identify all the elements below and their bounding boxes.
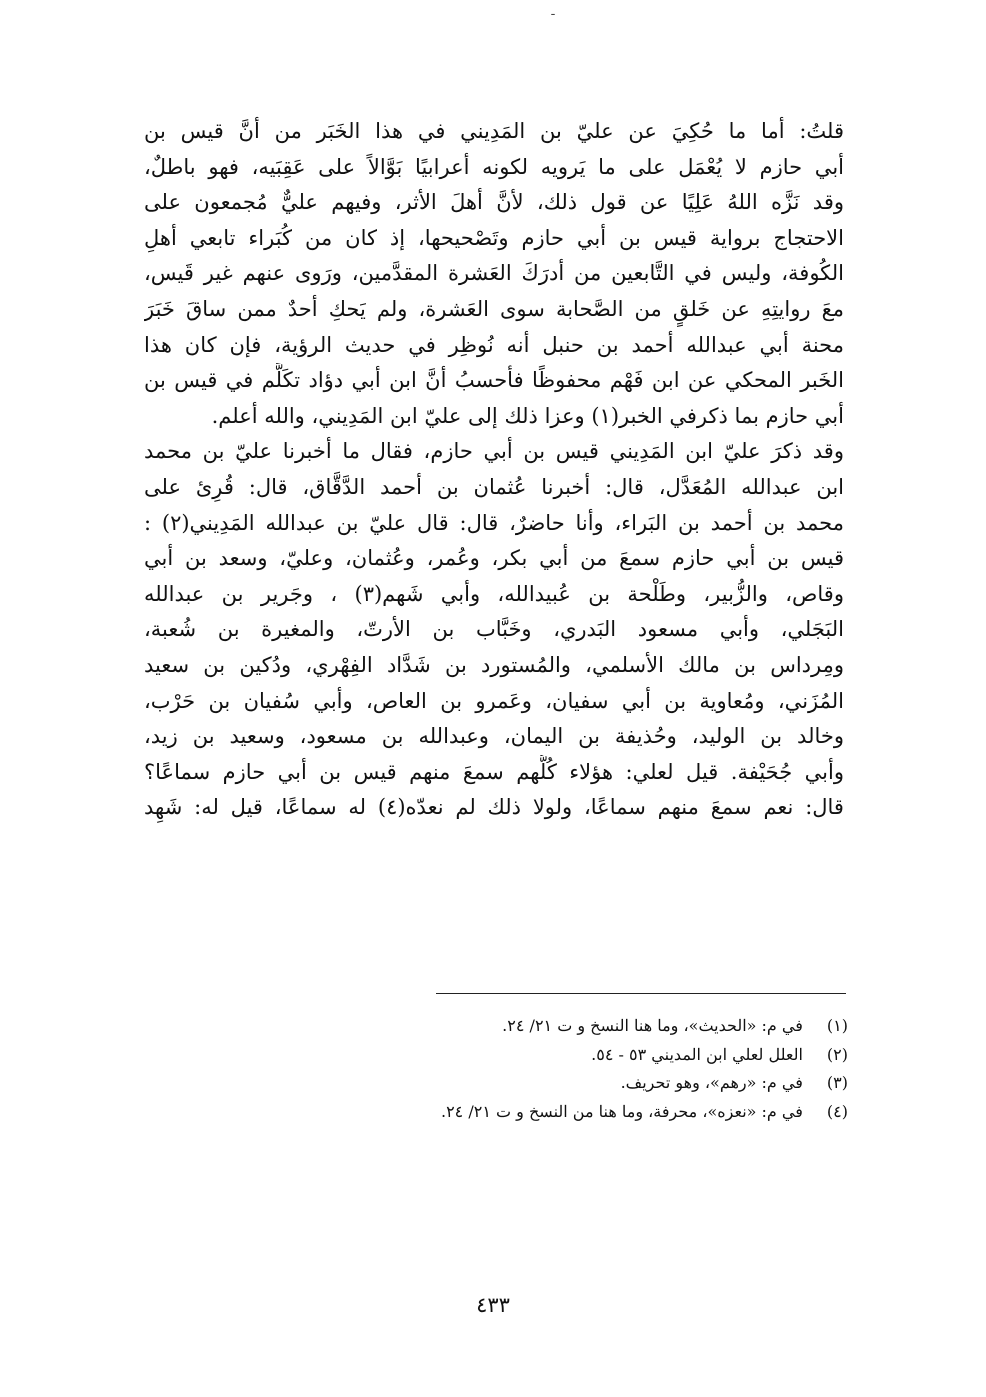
text-line: البَجَلي، وأبي مسعود البَدري، وخَبَّاب بن الأرتّ، والمغيرة بن شُعبة، <box>144 617 844 642</box>
text-line: أبي حازم لا يُعْمَل على ما يَرويه لكونه أعرابيًا بَوَّالاً على عَقِبَيه، فهو باطلٌ، <box>144 154 844 179</box>
footnote-text: في م: «نعزه»، محرفة، وما هنا من النسخ و ت ٢١/ ٢٤. <box>440 1101 803 1121</box>
footnote-number: (٣) <box>826 1073 848 1092</box>
text-line: ابن عبدالله المُعَدَّل، قال: أخبرنا عُثمان بن أحمد الدَّقَّاق، قال: قُرِئ على <box>144 474 844 499</box>
text-line: الخَبر المحكي عن ابن فَهْم محفوظًا فأحسبُ أنَّ ابن أبي دؤاد تكَلَّم في قيس بن <box>144 368 844 393</box>
text-line: معَ روايتِهِ عن خَلقٍ من الصَّحابة سوى العَشرة، ولم يَحكِ أحدٌ ممن ساقَ خَبَرَ <box>144 296 844 321</box>
footnote-text: في م: «رهم»، وهو تحريف. <box>620 1073 803 1092</box>
footnote-number: (١) <box>826 1016 848 1035</box>
footnote-text: في م: «الحديث»، وما هنا النسخ و ت ٢١/ ٢٤. <box>502 1016 803 1035</box>
footnote <box>300 1012 848 1041</box>
text-line: محنة أبي عبدالله أحمد بن حنبل أنه نُوظِر في حديث الرؤية، فإن كان هذا <box>144 332 844 357</box>
text-line: وخالد بن الوليد، وحُذيفة بن اليمان، وعبدالله بن مسعود، وسعيد بن زيد، <box>144 724 844 749</box>
footnote <box>300 1098 848 1127</box>
page-number: ٤٣٣ <box>476 1293 510 1317</box>
text-line: ومِرداس بن مالك الأسلمي، والمُستورد بن شَدَّاد الفِهْري، ودُكين بن سعيد <box>144 652 844 677</box>
footnote <box>300 1069 848 1098</box>
text-line: وأبي جُحَيْفة. قيل لعلي: هؤلاء كُلُّهم سمعَ منهم قيس بن أبي حازم سماعًا؟ <box>144 759 844 784</box>
text-line: قلتُ: أما ما حُكِيَ عن عليّ بن المَدِيني في هذا الخَبَر من أنَّ قيس بن <box>144 119 844 143</box>
footnote <box>300 1041 848 1070</box>
footnote-text: العلل لعلي ابن المديني ٥٣ - ٥٤. <box>591 1044 803 1064</box>
text-line: محمد بن أحمد بن البَراء، وأنا حاضرٌ، قال: قال عليّ بن عبدالله المَدِيني(٢) : <box>144 510 844 535</box>
text-line: وقد ذكرَ عليّ ابن المَدِيني قيس بن أبي حازم، فقال ما أخبرنا عليّ بن محمد <box>144 439 844 464</box>
footnote-divider <box>436 993 846 994</box>
text-line: قيس بن أبي حازم سمعَ من أبي بكر، وعُمر، وعُثمان، وعليّ، وسعد بن أبي <box>144 546 844 571</box>
main-text <box>144 114 844 826</box>
footnotes <box>300 1012 848 1126</box>
text-line: الاحتجاج برواية قيس بن أبي حازم وتَصْحيحها، إذ كان من كُبَراء تابعي أهلِ <box>144 225 844 250</box>
text-line: وقد نَزَّه اللهُ عَلِيًا عن قول ذلك، لأنَّ أهلَ الأثر، وفيهم عليٌّ مُجمعون على <box>144 190 844 215</box>
footnote-number: (٢) <box>826 1044 848 1064</box>
text-line: الكُوفة، وليس في التَّابعين من أدرَكَ العَشرة المقدَّمين، ورَوى عنهم غير قَيس، <box>144 261 844 286</box>
top-mark: - <box>550 6 556 22</box>
text-line: وقاص، والزُّبير، وطَلْحة بن عُبيدالله، وأبي شَهم(٣) ، وجَرير بن عبدالله <box>144 581 844 606</box>
text-line: المُزَني، ومُعاوية بن أبي سفيان، وعَمرو بن العاص، وأبي سُفيان بن حَرْب، <box>144 688 844 713</box>
text-line: أبي حازم بما ذكرفي الخبر(١) وعزا ذلك إلى عليّ ابن المَدِيني، والله أعلم. <box>211 403 844 428</box>
footnote-number: (٤) <box>826 1101 848 1121</box>
text-line: قال: نعم سمعَ منهم سماعًا، ولولا ذلك لم نعدّه(٤) له سماعًا، قيل له: شَهِد <box>144 795 844 820</box>
